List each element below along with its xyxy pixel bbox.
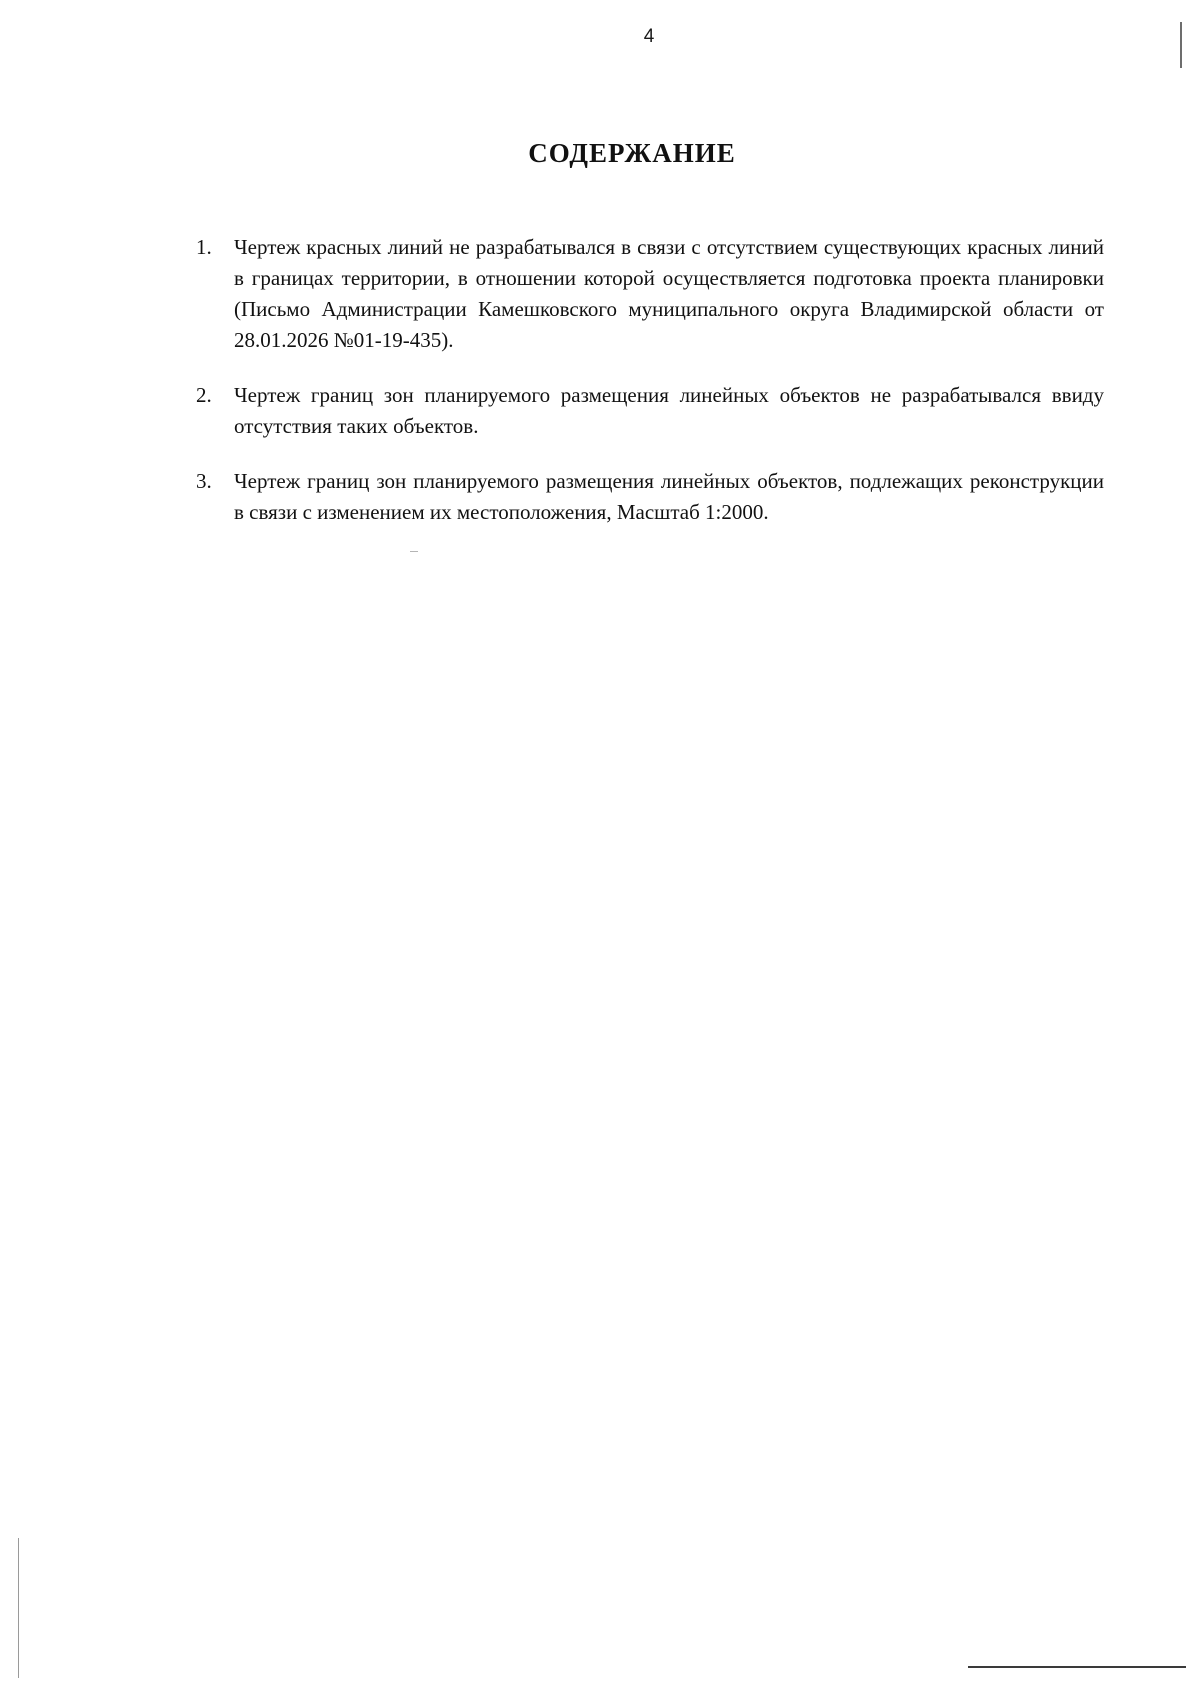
contents-item bbox=[192, 466, 1104, 528]
item-number: 2. bbox=[196, 383, 212, 407]
item-text: Чертеж границ зон планируемого размещения линейных объектов не разрабатывался ввиду отсутствия таких объектов. bbox=[234, 383, 1104, 438]
scan-edge-line bbox=[1180, 22, 1182, 68]
item-number: 1. bbox=[196, 235, 212, 259]
item-text: Чертеж границ зон планируемого размещения линейных объектов, подлежащих реконструкции в связи с изменением их местоположения, Масштаб 1:2000. bbox=[234, 469, 1104, 524]
contents-item bbox=[192, 380, 1104, 442]
contents-item bbox=[192, 232, 1104, 356]
item-number: 3. bbox=[196, 469, 212, 493]
contents-list bbox=[192, 232, 1104, 552]
page-title: СОДЕРЖАНИЕ bbox=[528, 138, 736, 168]
scan-edge-line bbox=[18, 1538, 19, 1678]
scan-speck bbox=[410, 551, 418, 552]
item-text: Чертеж красных линий не разрабатывался в связи с отсутствием существующих красных линий в границах территории, в отношении которой осуществляется подготовка проекта планировки (Письмо Администрации Камешковского муниципального округа Владимирской области от 28.01.2026 №01-19-435). bbox=[234, 235, 1104, 352]
scan-edge-line bbox=[968, 1666, 1186, 1668]
page-number: 4 bbox=[643, 26, 655, 47]
